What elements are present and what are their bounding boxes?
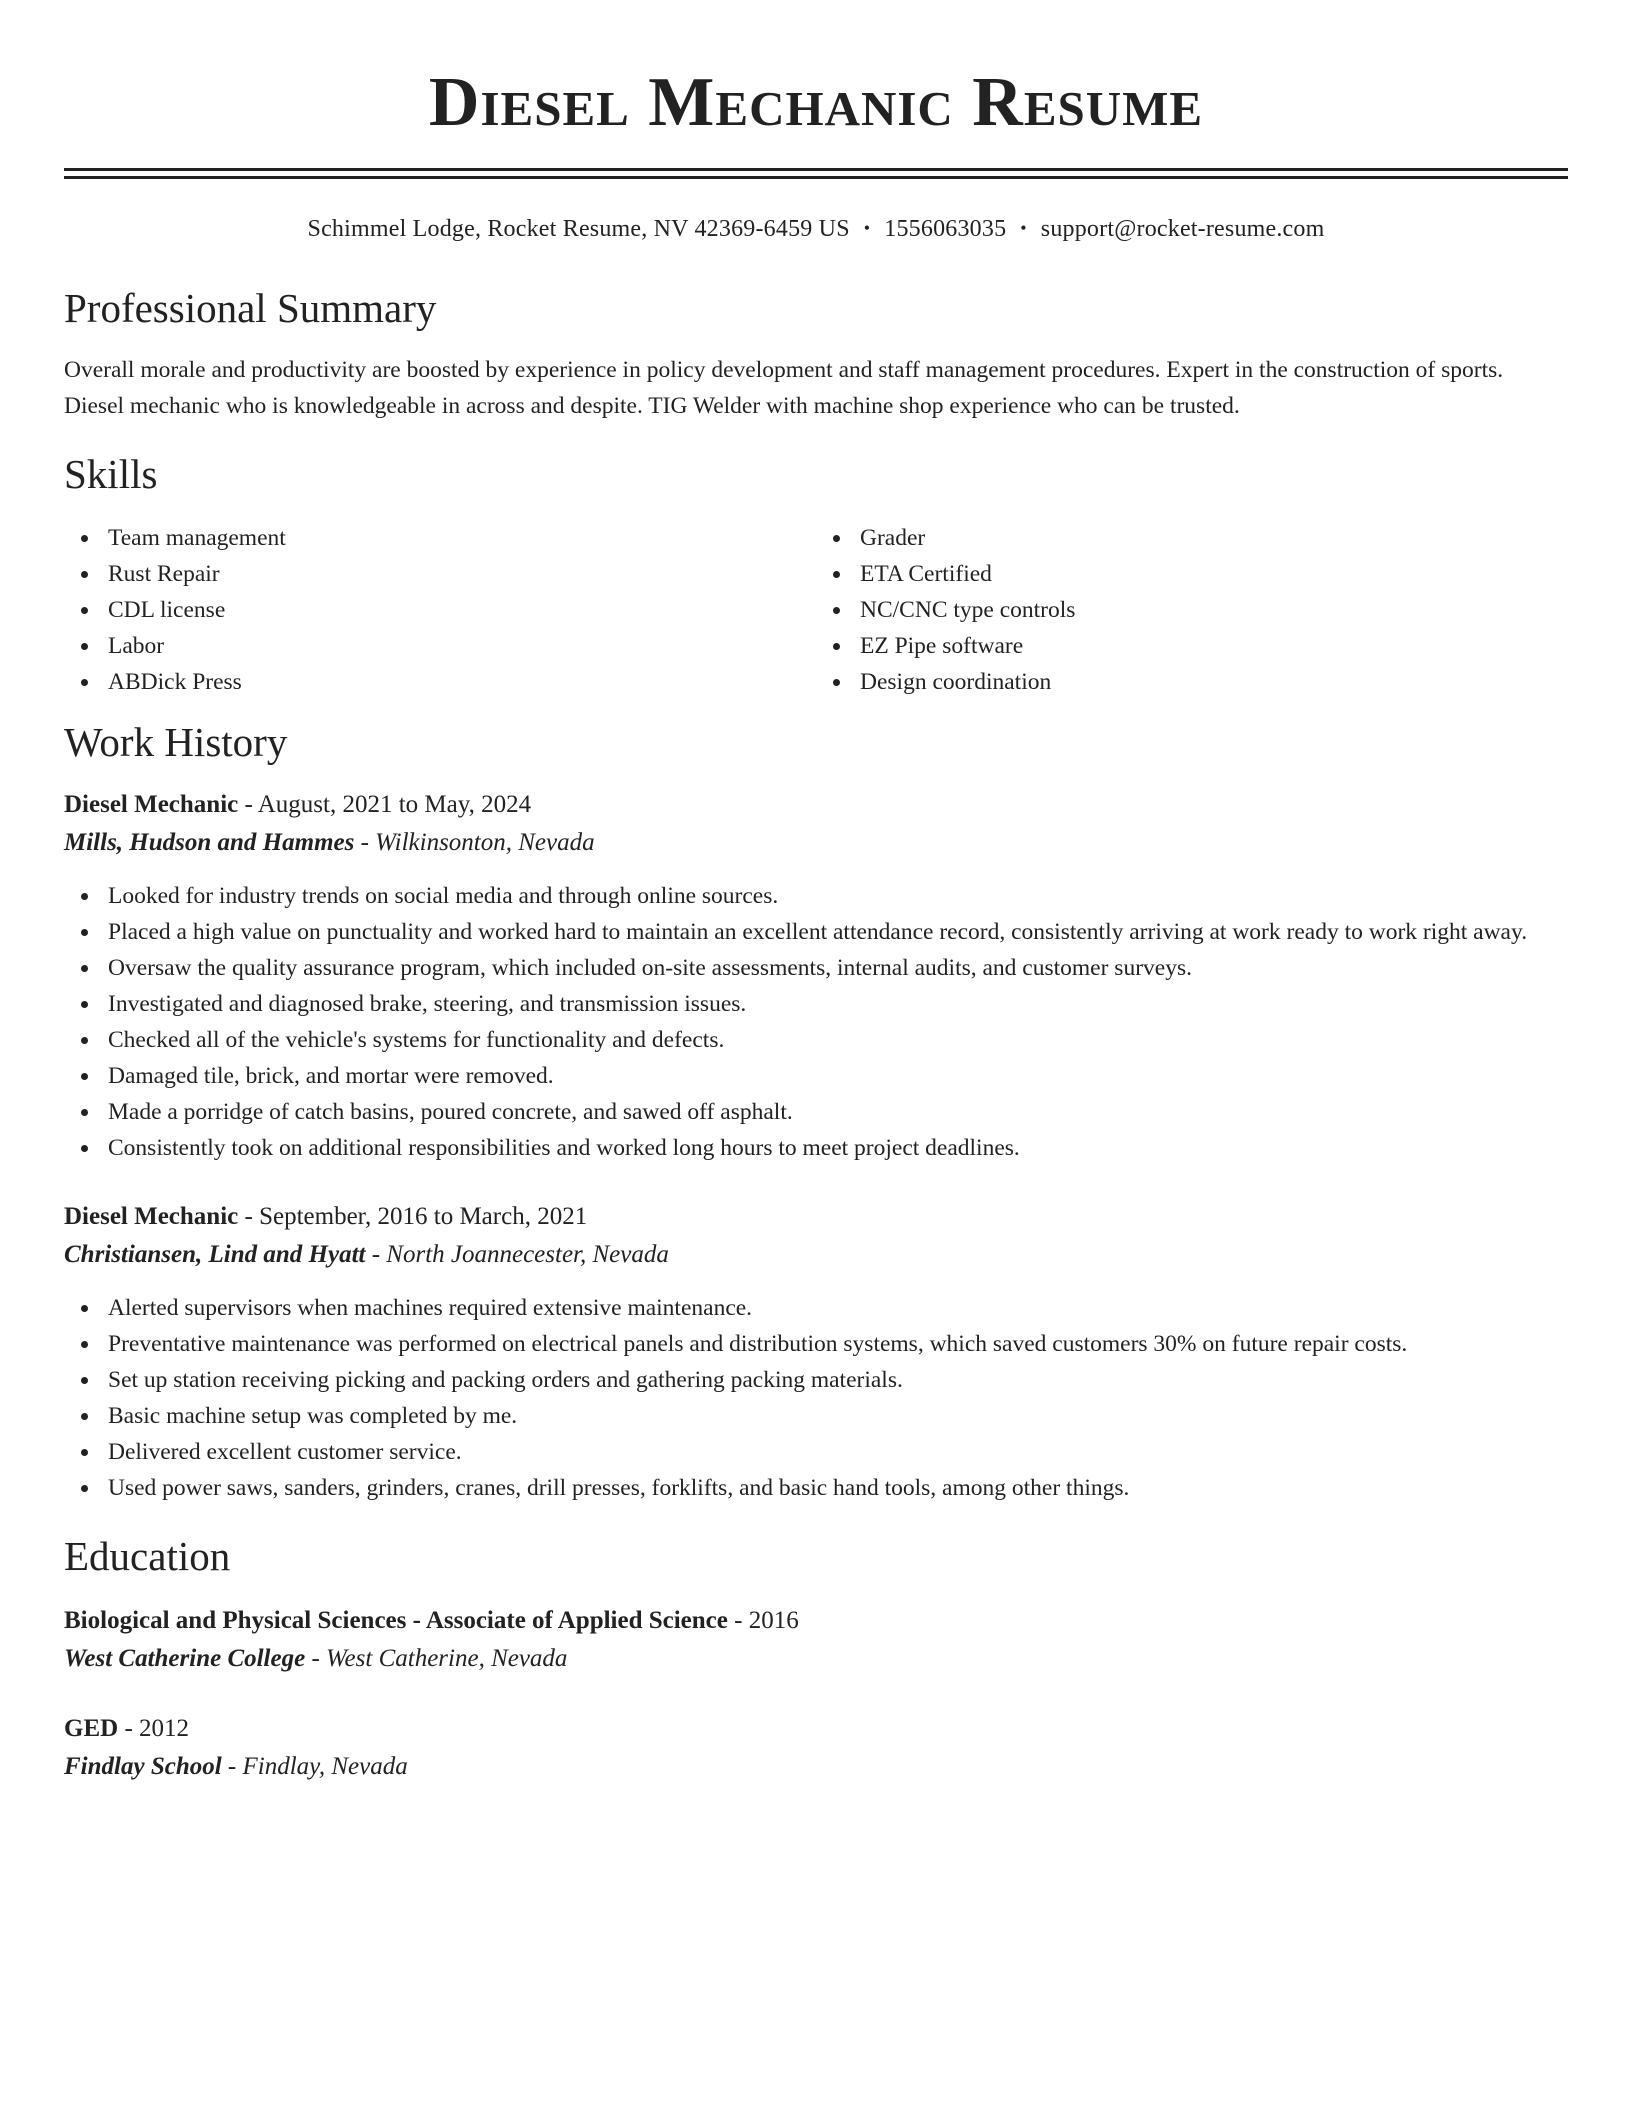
duty-item: Set up station receiving picking and packing orders and gathering packing materials. [108, 1362, 1568, 1398]
education-location: - Findlay, Nevada [221, 1753, 408, 1780]
duty-item: Investigated and diagnosed brake, steering, and transmission issues. [108, 986, 1568, 1022]
title-divider [64, 168, 1568, 179]
job-location: - North Joannecester, Nevada [365, 1241, 669, 1268]
education-degree: GED [64, 1715, 119, 1742]
education-heading: Education [64, 1533, 231, 1579]
skill-item: CDL license [108, 592, 816, 628]
duty-item: Consistently took on additional responsibilities and worked long hours to meet project deadlines. [108, 1130, 1568, 1166]
skill-item: Rust Repair [108, 556, 816, 592]
duty-item: Placed a high value on punctuality and worked hard to maintain an excellent attendance record, consistently arriving at work ready to work right away. [108, 914, 1568, 950]
contact-line [64, 213, 1568, 244]
job-title: Diesel Mechanic [64, 1203, 239, 1230]
skill-item: Team management [108, 520, 816, 556]
education-degree-line [64, 1710, 1568, 1748]
job-location: - Wilkinsonton, Nevada [354, 829, 595, 856]
job-dates: - August, 2021 to May, 2024 [238, 791, 532, 818]
skills-column-left [64, 520, 816, 700]
contact-address: Schimmel Lodge, Rocket Resume, NV 42369-6459 US [307, 216, 850, 242]
education-year: - 2016 [727, 1607, 799, 1634]
job-company: Christiansen, Lind and Hyatt [64, 1241, 366, 1268]
skill-item: EZ Pipe software [860, 628, 1568, 664]
duty-item: Basic machine setup was completed by me. [108, 1398, 1568, 1434]
education-degree-line [64, 1602, 1568, 1640]
job-company-line [64, 1236, 1568, 1274]
contact-separator: • [863, 218, 871, 238]
duty-item: Checked all of the vehicle's systems for functionality and defects. [108, 1022, 1568, 1058]
skill-item: ETA Certified [860, 556, 1568, 592]
job-title-line [64, 1198, 1568, 1236]
work-history-heading: Work History [64, 719, 288, 765]
job-entry [64, 786, 1568, 1166]
job-duties [64, 878, 1568, 1166]
skills-heading: Skills [64, 451, 158, 497]
job-company: Mills, Hudson and Hammes [64, 829, 355, 856]
job-dates: - September, 2016 to March, 2021 [238, 1203, 588, 1230]
education-year: - 2012 [118, 1715, 190, 1742]
summary-text: Overall morale and productivity are boosted by experience in policy development and staff management procedures. Expert in the construction of sports. Diesel mechanic who is knowledgeable in across and despite. TIG Welder with machine shop experience who can be trusted. [64, 357, 1504, 419]
skill-item: Labor [108, 628, 816, 664]
education-location: - West Catherine, Nevada [305, 1645, 568, 1672]
summary-heading: Professional Summary [64, 285, 437, 331]
duty-item: Damaged tile, brick, and mortar were removed. [108, 1058, 1568, 1094]
skill-item: Grader [860, 520, 1568, 556]
contact-separator: • [1020, 218, 1027, 238]
education-school-line [64, 1748, 1568, 1786]
education-school-line [64, 1640, 1568, 1678]
duty-item: Preventative maintenance was performed on electrical panels and distribution systems, which saved customers 30% on future repair costs. [108, 1326, 1568, 1362]
education-school: West Catherine College [64, 1645, 306, 1672]
duty-item: Alerted supervisors when machines required extensive maintenance. [108, 1290, 1568, 1326]
contact-email: support@rocket-resume.com [1040, 216, 1325, 242]
job-title-line [64, 786, 1568, 824]
contact-phone: 1556063035 [884, 216, 1007, 242]
education-entry [64, 1602, 1568, 1678]
skills-list [64, 520, 1568, 700]
resume-title: Diesel Mechanic Resume [428, 64, 1204, 141]
education-school: Findlay School [64, 1753, 222, 1780]
skills-column-right [816, 520, 1568, 700]
education-degree: Biological and Physical Sciences - Associate of Applied Science [64, 1607, 728, 1634]
job-title: Diesel Mechanic [64, 791, 239, 818]
duty-item: Made a porridge of catch basins, poured concrete, and sawed off asphalt. [108, 1094, 1568, 1130]
duty-item: Looked for industry trends on social media and through online sources. [108, 878, 1568, 914]
education-entry [64, 1710, 1568, 1786]
duty-item: Oversaw the quality assurance program, which included on-site assessments, internal audits, and customer surveys. [108, 950, 1568, 986]
job-duties [64, 1290, 1568, 1506]
skill-item: Design coordination [860, 664, 1568, 700]
resume-page [64, 0, 1568, 1786]
job-entry [64, 1198, 1568, 1506]
job-company-line [64, 824, 1568, 862]
duty-item: Delivered excellent customer service. [108, 1434, 1568, 1470]
duty-item: Used power saws, sanders, grinders, cranes, drill presses, forklifts, and basic hand tools, among other things. [108, 1470, 1568, 1506]
skill-item: ABDick Press [108, 664, 816, 700]
skill-item: NC/CNC type controls [860, 592, 1568, 628]
